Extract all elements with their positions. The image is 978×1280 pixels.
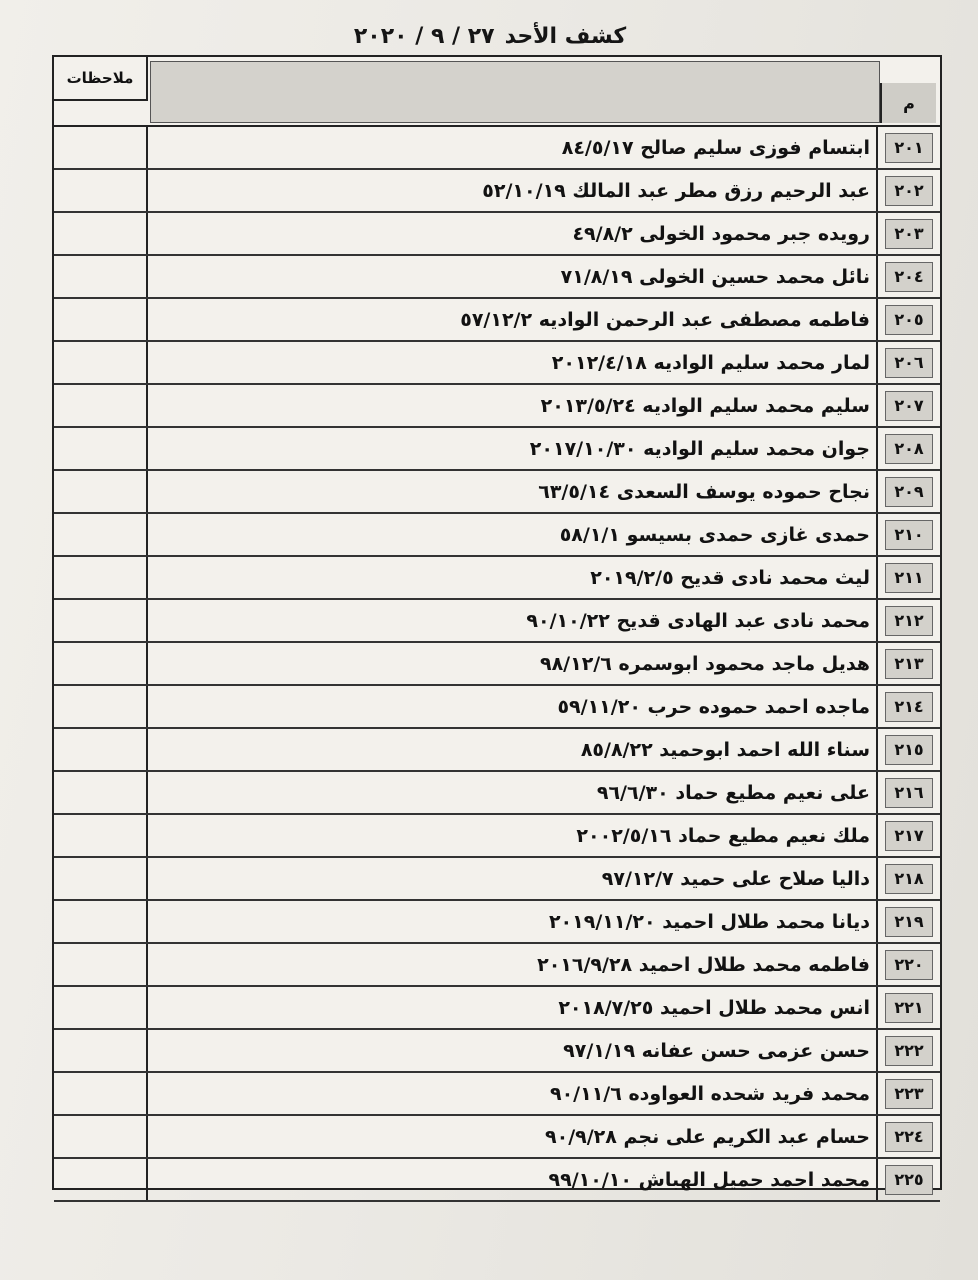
index-cell [876,686,940,727]
table-row [54,342,940,385]
index-cell [876,1030,940,1071]
row-number: ٢٠٢ [885,176,933,206]
index-cell [876,299,940,340]
table-row [54,557,940,600]
notes-cell [54,815,148,856]
index-cell [876,127,940,168]
name-cell: ابتسام فوزى سليم صالح ٨٤/٥/١٧ [561,136,870,159]
row-number: ٢١٥ [885,735,933,765]
name-cell: عبد الرحيم رزق مطر عبد المالك ٥٢/١٠/١٩ [482,179,870,202]
index-cell [876,170,940,211]
name-cell: ليث محمد نادى قديح ٢٠١٩/٢/٥ [590,566,870,589]
index-cell [876,428,940,469]
index-cell [876,213,940,254]
name-cell: ملك نعيم مطيع حماد ٢٠٠٢/٥/١٦ [576,824,870,847]
index-cell [876,729,940,770]
names-table [52,55,942,1190]
notes-cell [54,643,148,684]
row-number: ٢٢٥ [885,1165,933,1195]
table-row [54,1159,940,1202]
name-cell: انس محمد طلال احميد ٢٠١٨/٧/٢٥ [558,996,870,1019]
table-row [54,1073,940,1116]
notes-cell [54,944,148,985]
table-row [54,256,940,299]
notes-cell [54,600,148,641]
row-number: ٢٠٤ [885,262,933,292]
table-row [54,600,940,643]
table-row [54,471,940,514]
name-cell: سناء الله احمد ابوحميد ٨٥/٨/٢٢ [580,738,870,761]
notes-cell [54,1030,148,1071]
name-cell: حمدى غازى حمدى بسيسو ٥٨/١/١ [559,523,870,546]
name-cell: فاطمه مصطفى عبد الرحمن الواديه ٥٧/١٢/٢ [460,308,870,331]
name-cell: هديل ماجد محمود ابوسمره ٩٨/١٢/٦ [539,652,870,675]
name-cell: محمد فريد شحده العواوده ٩٠/١١/٦ [549,1082,870,1105]
row-number: ٢٠٥ [885,305,933,335]
notes-cell [54,385,148,426]
row-number: ٢٢٠ [885,950,933,980]
index-cell [876,1073,940,1114]
table-row [54,858,940,901]
table-row [54,643,940,686]
row-number: ٢٠٨ [885,434,933,464]
header-notes: ملاحظات [54,57,148,101]
row-number: ٢١٨ [885,864,933,894]
notes-cell [54,256,148,297]
title-label: كشف الأحد [504,23,627,49]
notes-cell [54,213,148,254]
table-header [54,57,940,127]
notes-cell [54,772,148,813]
notes-cell [54,557,148,598]
index-cell [876,1116,940,1157]
notes-cell [54,987,148,1028]
name-cell: جوان محمد سليم الواديه ٢٠١٧/١٠/٣٠ [529,437,870,460]
notes-cell [54,170,148,211]
name-cell: على نعيم مطيع حماد ٩٦/٦/٣٠ [596,781,870,804]
index-cell [876,1159,940,1200]
table-row [54,987,940,1030]
notes-cell [54,729,148,770]
index-cell [876,815,940,856]
row-number: ٢٢١ [885,993,933,1023]
notes-cell [54,858,148,899]
row-number: ٢١١ [885,563,933,593]
name-cell: سليم محمد سليم الواديه ٢٠١٣/٥/٢٤ [540,394,870,417]
index-cell [876,858,940,899]
name-cell: داليا صلاح على حميد ٩٧/١٢/٧ [601,867,870,890]
index-cell [876,471,940,512]
name-cell: محمد احمد جميل الهباش ٩٩/١٠/١٠ [548,1168,870,1191]
table-row [54,815,940,858]
index-cell [876,514,940,555]
row-number: ٢٢٢ [885,1036,933,1066]
name-cell: ديانا محمد طلال احميد ٢٠١٩/١١/٢٠ [548,910,870,933]
header-index: م [880,83,936,123]
table-row [54,213,940,256]
row-number: ٢٢٣ [885,1079,933,1109]
notes-cell [54,514,148,555]
row-number: ٢١٦ [885,778,933,808]
row-number: ٢١٤ [885,692,933,722]
table-row [54,127,940,170]
table-row [54,1116,940,1159]
row-number: ٢١٢ [885,606,933,636]
notes-cell [54,1073,148,1114]
name-cell: حسن عزمى حسن عفانه ٩٧/١/١٩ [563,1039,870,1062]
index-cell [876,557,940,598]
row-number: ٢١٣ [885,649,933,679]
row-number: ٢٠٧ [885,391,933,421]
row-number: ٢٠٦ [885,348,933,378]
index-cell [876,987,940,1028]
notes-cell [54,471,148,512]
page-title [300,16,680,56]
index-cell [876,643,940,684]
notes-cell [54,901,148,942]
table-row [54,428,940,471]
row-number: ٢١٩ [885,907,933,937]
notes-cell [54,299,148,340]
row-number: ٢٠٩ [885,477,933,507]
table-row [54,772,940,815]
index-cell [876,600,940,641]
header-shaded-area [150,61,880,123]
title-date: ٢٧ / ٩ / ٢٠٢٠ [353,23,495,49]
name-cell: رويده جبر محمود الخولى ٤٩/٨/٢ [572,222,870,245]
name-cell: فاطمه محمد طلال احميد ٢٠١٦/٩/٢٨ [537,953,870,976]
name-cell: نجاح حموده يوسف السعدى ٦٣/٥/١٤ [538,480,870,503]
name-cell: نائل محمد حسين الخولى ٧١/٨/١٩ [560,265,870,288]
table-row [54,944,940,987]
notes-cell [54,428,148,469]
name-cell: حسام عبد الكريم على نجم ٩٠/٩/٢٨ [545,1125,870,1148]
row-number: ٢١٧ [885,821,933,851]
index-cell [876,944,940,985]
table-row [54,299,940,342]
index-cell [876,256,940,297]
row-number: ٢٠١ [885,133,933,163]
name-cell: لمار محمد سليم الواديه ٢٠١٢/٤/١٨ [551,351,870,374]
notes-cell [54,1116,148,1157]
table-row [54,170,940,213]
table-row [54,514,940,557]
table-row [54,901,940,944]
index-cell [876,385,940,426]
index-cell [876,772,940,813]
index-cell [876,342,940,383]
row-number: ٢٠٣ [885,219,933,249]
name-cell: محمد نادى عبد الهادى قديح ٩٠/١٠/٢٢ [526,609,870,632]
row-number: ٢٢٤ [885,1122,933,1152]
index-cell [876,901,940,942]
table-row [54,1030,940,1073]
table-row [54,686,940,729]
table-row [54,385,940,428]
row-number: ٢١٠ [885,520,933,550]
name-cell: ماجده احمد حموده حرب ٥٩/١١/٢٠ [557,695,870,718]
notes-cell [54,686,148,727]
table-row [54,729,940,772]
notes-cell [54,342,148,383]
notes-cell [54,1159,148,1200]
notes-cell [54,127,148,168]
